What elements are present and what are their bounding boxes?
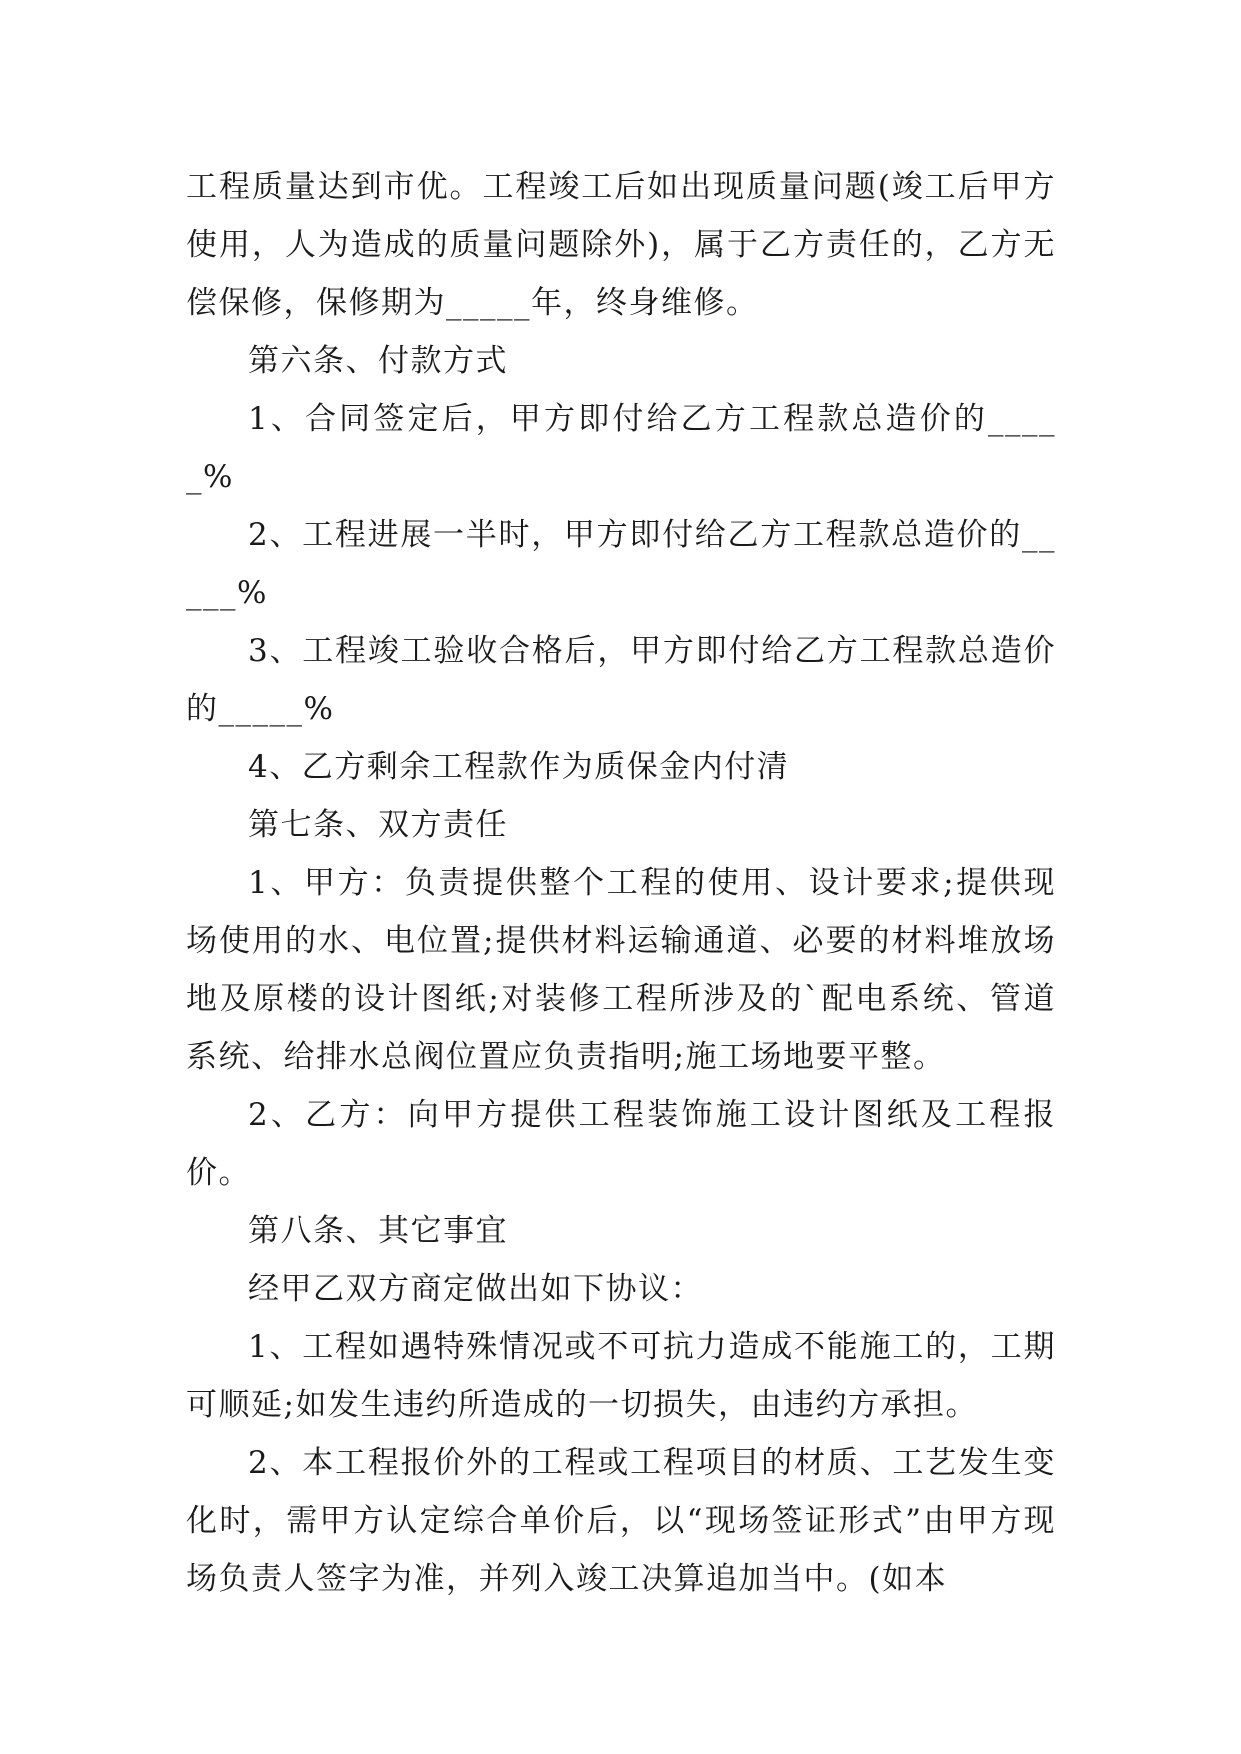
agreement-item-2: 2、本工程报价外的工程或工程项目的材质、工艺发生变化时，需甲方认定综合单价后，以“现场签证形式”由甲方现场负责人签字为准，并列入竣工决算追加当中。(如本	[186, 1445, 1056, 1597]
agreement-item-1: 1、工程如遇特殊情况或不可抗力造成不能施工的，工期可顺延;如发生违约所造成的一切损失，由违约方承担。	[186, 1329, 1056, 1423]
responsibility-party-b: 2、乙方：向甲方提供工程装饰施工设计图纸及工程报价。	[186, 1097, 1056, 1191]
payment-item-2: 2、工程进展一半时，甲方即付给乙方工程款总造价的_____%	[186, 517, 1056, 611]
payment-item-3: 3、工程竣工验收合格后，甲方即付给乙方工程款总造价的_____%	[186, 633, 1056, 727]
payment-item-1: 1、合同签定后，甲方即付给乙方工程款总造价的_____%	[186, 401, 1056, 495]
document-body	[186, 158, 1056, 1608]
heading-article-6-payment: 第六条、付款方式	[248, 343, 508, 379]
responsibility-party-a: 1、甲方：负责提供整个工程的使用、设计要求;提供现场使用的水、电位置;提供材料运输通道、必要的材料堆放场地及原楼的设计图纸;对装修工程所涉及的`配电系统、管道系统、给排水总阀位置应负责指明;施工场地要平整。	[186, 865, 1056, 1075]
heading-article-7-responsibilities: 第七条、双方责任	[248, 807, 508, 843]
paragraph-quality-warranty: 工程质量达到市优。工程竣工后如出现质量问题(竣工后甲方使用，人为造成的质量问题除外)，属于乙方责任的，乙方无偿保修，保修期为_____年，终身维修。	[186, 169, 1056, 321]
agreement-intro: 经甲乙双方商定做出如下协议：	[248, 1271, 703, 1307]
heading-article-8-other-matters: 第八条、其它事宜	[248, 1213, 508, 1249]
payment-item-4: 4、乙方剩余工程款作为质保金内付清	[248, 749, 790, 785]
